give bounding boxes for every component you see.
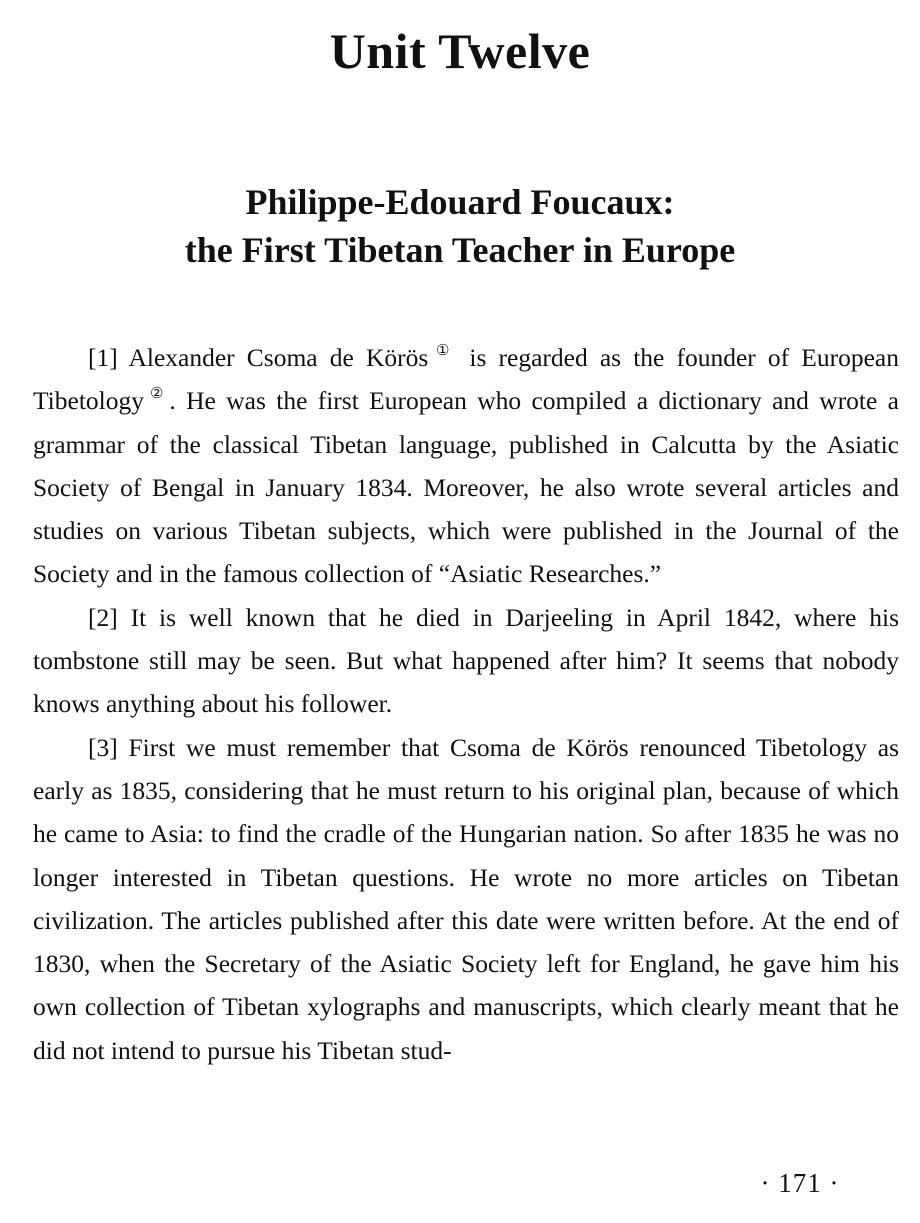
- paragraph-text: It is well known that he died in Darjeeling in April 1842, where his tombstone still may be seen. But what happened after him? It seems that nobody knows anything about his follower.: [33, 602, 899, 719]
- article-title: [0, 178, 920, 274]
- page-number: · 171 ·: [760, 1168, 840, 1198]
- paragraph-number: [2]: [88, 602, 118, 632]
- paragraph-text: First we must remember that Csoma de Körös renounced Tibetology as early as 1835, considering that he must return to his original plan, because of which he came to Asia: to find the cradle of the Hungarian nation. So after 1835 he was no longer interested in Tibetan questions. He wrote no more articles on Tibetan civilization. The articles published after this date were written before. At the end of 1830, when the Secretary of the Asiatic Society left for England, he gave him his own collection of Tibetan xylographs and manuscripts, which clearly meant that he did not intend to pursue his Tibetan stud-: [33, 732, 899, 1065]
- paragraph-text: . He was the first European who compiled a dictionary and wrote a grammar of the classical Tibetan language, published in Calcutta by the Asiatic Society of Bengal in January 1834. Moreover, he also wrote several articles and studies on various Tibetan subjects, which were published in the Journal of the Society and in the famous collection of “Asiatic Researches.”: [33, 386, 900, 589]
- article-title-line-2: the First Tibetan Teacher in Europe: [184, 230, 736, 270]
- paragraph-3: [33, 726, 899, 1072]
- paragraph-number: [1]: [88, 343, 118, 372]
- footnote-marker-2: ②: [146, 385, 168, 402]
- article-body: [33, 336, 899, 1072]
- paragraph-text: is regarded as the founder of European Tibetology: [33, 343, 899, 416]
- article-title-line-1: Philippe-Edouard Foucaux:: [245, 182, 675, 222]
- unit-title: Unit Twelve: [329, 23, 591, 79]
- paragraph-number: [3]: [88, 732, 118, 762]
- paragraph-2: [33, 596, 899, 726]
- footnote-marker-1: ①: [430, 342, 456, 359]
- paragraph-text: Alexander Csoma de Körös: [117, 343, 429, 372]
- paragraph-1: [33, 336, 899, 596]
